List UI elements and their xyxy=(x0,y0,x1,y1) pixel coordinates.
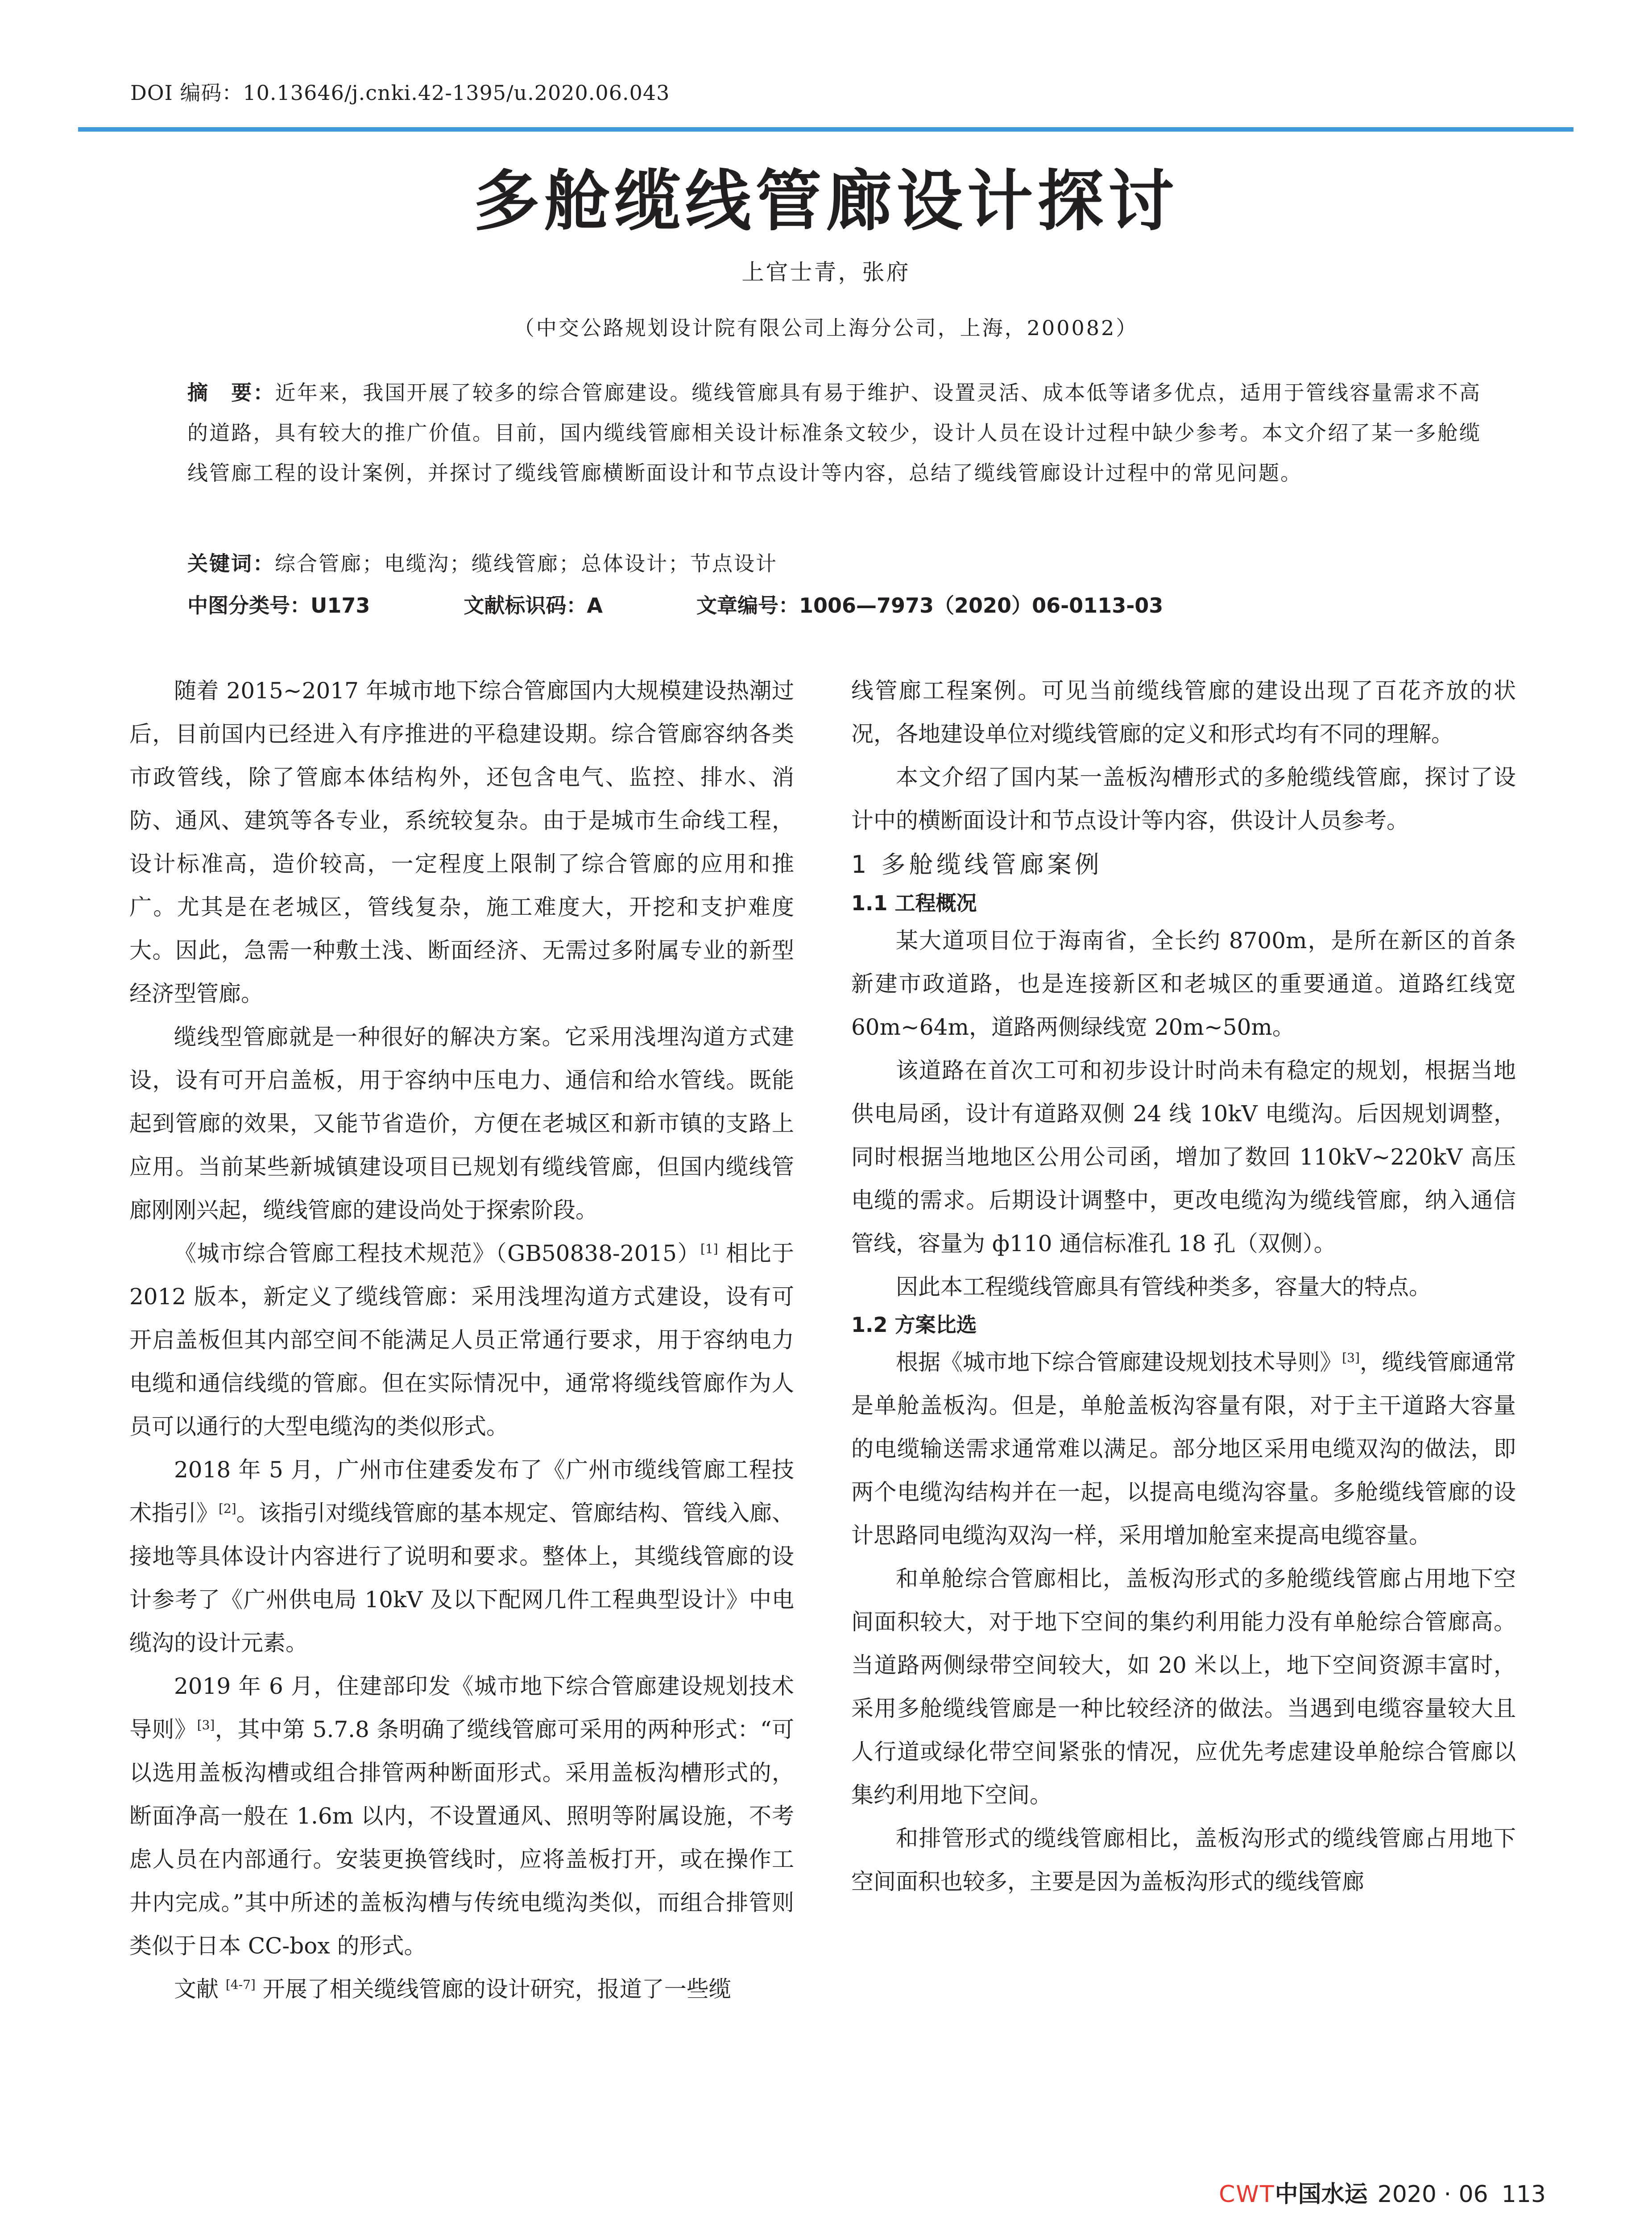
paragraph-text: 相比于 2012 版本，新定义了缆线管廊：采用浅埋沟道方式建设，设有可开启盖板但其内部空间不能满足人员正常通行要求，用于容纳电力电缆和通信线缆的管廊。但在实际情况中，通常将缆线管廊作为人员可以通行的大型电缆沟的类似形式。 xyxy=(129,1240,794,1439)
doi-code: DOI 编码：10.13646/j.cnki.42-1395/u.2020.06.043 xyxy=(130,81,670,105)
paragraph: 随着 2015~2017 年城市地下综合管廊国内大规模建设热潮过后，目前国内已经进入有序推进的平稳建设期。综合管廊容纳各类市政管线，除了管廊本体结构外，还包含电气、监控、排水、消防、通风、建筑等各专业，系统较复杂。由于是城市生命线工程，设计标准高，造价较高，一定程度上限制了综合管廊的应用和推广。尤其是在老城区，管线复杂，施工难度大，开挖和支护难度大。因此，急需一种敷土浅、断面经济、无需过多附属专业的新型经济型管廊。 xyxy=(129,678,794,1007)
paragraph xyxy=(129,1448,794,1665)
paragraph: 本文介绍了国内某一盖板沟槽形式的多舱缆线管廊，探讨了设计中的横断面设计和节点设计等内容，供设计人员参考。 xyxy=(851,764,1516,834)
subsection-heading: 1.2 方案比选 xyxy=(851,1313,977,1337)
paragraph-text: 开展了相关缆线管廊的设计研究，报道了一些缆 xyxy=(255,1976,731,2002)
paragraph xyxy=(129,1665,794,1968)
article-title: 多舱缆线管廊设计探讨 xyxy=(473,162,1179,240)
classification-line xyxy=(187,590,1163,621)
magazine-name: 中国水运 xyxy=(1275,2181,1368,2208)
paragraph: 某大道项目位于海南省，全长约 8700m，是所在新区的首条新建市政道路，也是连接新区和老城区的重要通道。道路红线宽 60m~64m，道路两侧绿线宽 20m~50m。 xyxy=(851,928,1516,1040)
paragraph: 该道路在首次工可和初步设计时尚未有稳定的规划，根据当地供电局函，设计有道路双侧 24 线 10kV 电缆沟。后因规划调整，同时根据当地地区公用公司函，增加了数回 110kV~220kV 高压电缆的需求。后期设计调整中，更改电缆沟为缆线管廊，纳入通信管线，容量为 ф110 通信标准孔 18 孔（双侧）。 xyxy=(851,1057,1516,1256)
keywords-label: 关键词： xyxy=(187,552,275,576)
article-number: 文章编号：1006—7973（2020）06-0113-03 xyxy=(696,593,1163,618)
paragraph: 因此本工程缆线管廊具有管线种类多，容量大的特点。 xyxy=(896,1274,1431,1300)
paragraph-text: ，其中第 5.7.8 条明确了缆线管廊可采用的两种形式：“可以选用盖板沟槽或组合排管两种断面形式。采用盖板沟槽形式的，断面净高一般在 1.6m 以内，不设置通风、照明等附属设施，不考虑人员在内部通行。安装更换管线时，应将盖板打开，或在操作工井内完成。”其中所述的盖板沟槽与传统电缆沟类似，而组合排管则类似于日本 CC-box 的形式。 xyxy=(129,1717,794,1959)
paragraph: 和排管形式的缆线管廊相比，盖板沟形式的缆线管廊占用地下空间面积也较多，主要是因为盖板沟形式的缆线管廊 xyxy=(851,1825,1516,1895)
section-heading: 1 多舱缆线管廊案例 xyxy=(851,850,1103,879)
author-affiliation: （中交公路规划设计院有限公司上海分公司，上海，200082） xyxy=(513,316,1139,340)
keywords xyxy=(187,548,778,579)
paragraph xyxy=(129,1232,794,1448)
body-column-left xyxy=(129,669,794,2011)
paragraph-text: 《城市综合管廊工程技术规范》（GB50838-2015） xyxy=(174,1240,700,1266)
citation-ref: [3] xyxy=(197,1717,215,1733)
citation-ref: [3] xyxy=(1342,1350,1360,1365)
header-rule xyxy=(78,127,1573,132)
paragraph-text: 文献 xyxy=(174,1976,226,2002)
issue-number: 2020 · 06 xyxy=(1377,2181,1488,2208)
citation-ref: [1] xyxy=(700,1241,718,1256)
document-code: 文献标识码：A xyxy=(464,593,603,618)
abstract-text: 近年来，我国开展了较多的综合管廊建设。缆线管廊具有易于维护、设置灵活、成本低等诸多优点，适用于管线容量需求不高的道路，具有较大的推广价值。目前，国内缆线管廊相关设计标准条文较少，设计人员在设计过程中缺少参考。本文介绍了某一多舱缆线管廊工程的设计案例，并探讨了缆线管廊横断面设计和节点设计等内容，总结了缆线管廊设计过程中的常见问题。 xyxy=(187,381,1482,485)
article-authors: 上官士青，张府 xyxy=(741,259,911,285)
page-footer xyxy=(1219,2175,1546,2209)
paragraph-text: 2019 年 6 月，住建部印发《城市地下综合管廊建设规划技术导则》 xyxy=(129,1673,794,1742)
citation-ref: [4-7] xyxy=(225,1977,256,1992)
abstract xyxy=(187,373,1481,493)
paragraph-text: ，缆线管廊通常是单舱盖板沟。但是，单舱盖板沟容量有限，对于主干道路大容量的电缆输送需求通常难以满足。部分地区采用电缆双沟的做法，即两个电缆沟结构并在一起，以提高电缆沟容量。多舱缆线管廊的设计思路同电缆沟双沟一样，采用增加舱室来提高电缆容量。 xyxy=(851,1349,1516,1548)
citation-ref: [2] xyxy=(219,1501,236,1516)
keywords-text: 综合管廊；电缆沟；缆线管廊；总体设计；节点设计 xyxy=(275,552,778,576)
cwt-logo-text: CWT xyxy=(1219,2181,1275,2208)
paragraph: 和单舱综合管廊相比，盖板沟形式的多舱缆线管廊占用地下空间面积较大，对于地下空间的集约利用能力没有单舱综合管廊高。当道路两侧绿带空间较大，如 20 米以上，地下空间资源丰富时，采用多舱缆线管廊是一种比较经济的做法。当遇到电缆容量较大且人行道或绿化带空间紧张的情况，应优先考虑建设单舱综合管廊以集约利用地下空间。 xyxy=(851,1566,1516,1808)
paragraph: 缆线型管廊就是一种很好的解决方案。它采用浅埋沟道方式建设，设有可开启盖板，用于容纳中压电力、通信和给水管线。既能起到管廊的效果，又能节省造价，方便在老城区和新市镇的支路上应用。当前某些新城镇建设项目已规划有缆线管廊，但国内缆线管廊刚刚兴起，缆线管廊的建设尚处于探索阶段。 xyxy=(129,1024,794,1223)
paragraph: 线管廊工程案例。可见当前缆线管廊的建设出现了百花齐放的状况，各地建设单位对缆线管廊的定义和形式均有不同的理解。 xyxy=(851,678,1516,747)
clc-number: 中图分类号：U173 xyxy=(187,593,370,618)
paragraph-text: 2018 年 5 月，广州市住建委发布了《广州市缆线管廊工程技术指引》 xyxy=(129,1457,794,1526)
subsection-heading: 1.1 工程概况 xyxy=(851,891,977,915)
paragraph-text: 根据《城市地下综合管廊建设规划技术导则》 xyxy=(896,1349,1342,1375)
body-column-right xyxy=(851,669,1516,1903)
abstract-label: 摘 要： xyxy=(187,381,275,405)
paragraph xyxy=(851,1341,1516,1557)
paragraph-text: 。该指引对缆线管廊的基本规定、管廊结构、管线入廊、接地等具体设计内容进行了说明和要求。整体上，其缆线管廊的设计参考了《广州供电局 10kV 及以下配网几件工程典型设计》中电缆沟的设计元素。 xyxy=(129,1500,795,1656)
page-number: 113 xyxy=(1501,2181,1546,2208)
paragraph xyxy=(129,1968,794,2011)
